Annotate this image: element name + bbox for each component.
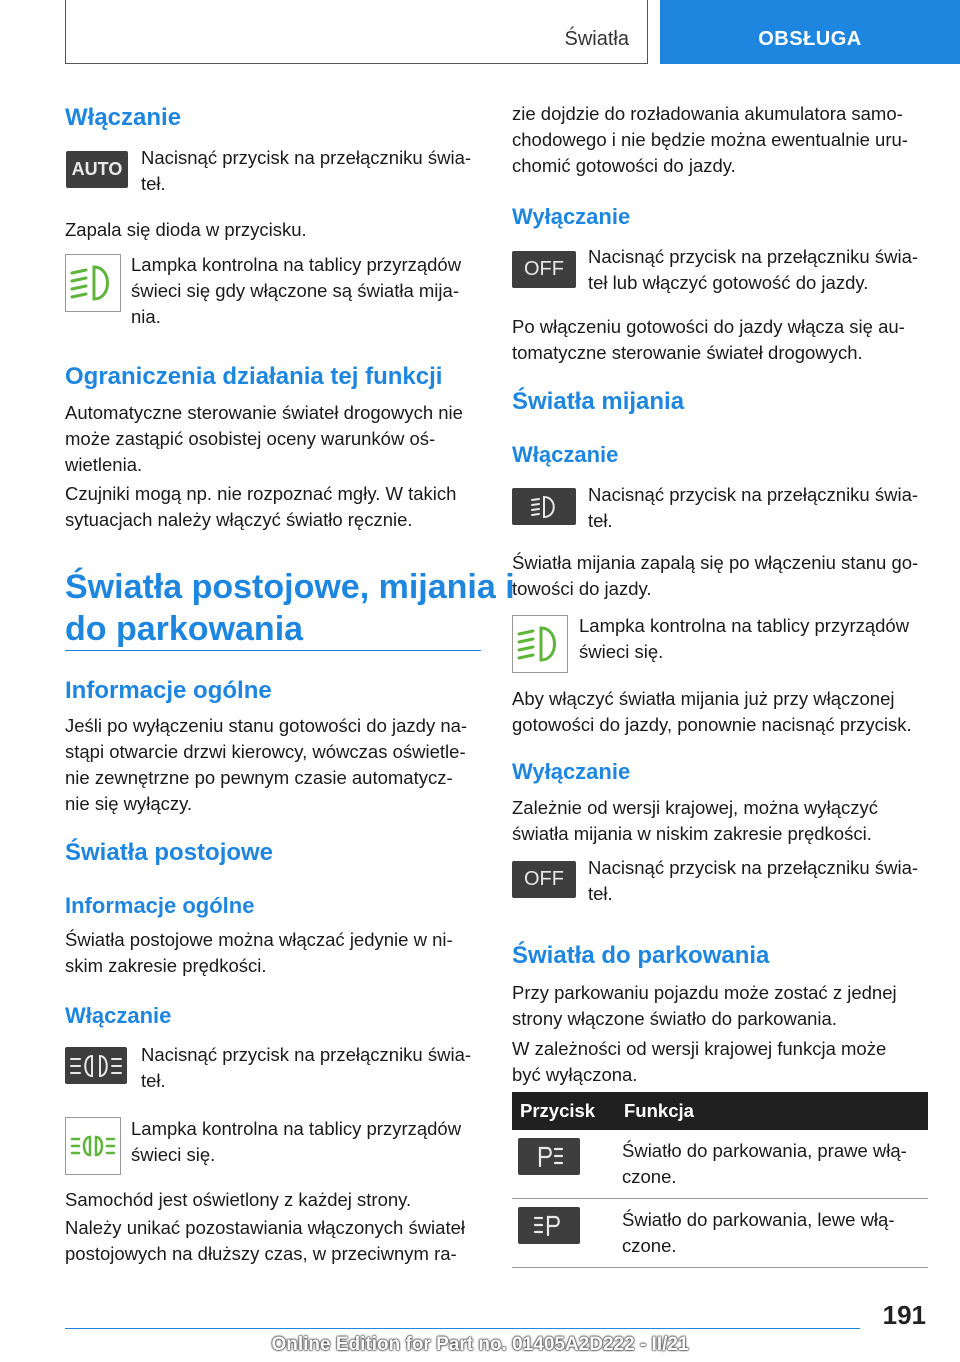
parkowanie-text-1: Przy parkowaniu pojazdu może zostać z jednej strony włączone światło do parkowania. (512, 982, 897, 1029)
section-divider (65, 650, 481, 651)
header-chapter-title: OBSŁUGA (758, 28, 862, 50)
heading-wylaczanie-2: Wyłączanie (512, 759, 631, 784)
off-instruction-2: Nacisnąć przycisk na przełączniku świa- teł. (588, 857, 919, 904)
ograniczenia-text-2: Czujniki mogą np. nie rozpoznać mgły. W takich sytuacjach należy włączyć światło ręcznie. (65, 483, 457, 530)
table-header-przycisk: Przycisk (512, 1092, 616, 1130)
table-cell-function: Światło do parkowania, lewe włą- czone. (616, 1199, 928, 1268)
heading-swiatla-postojowe: Światła postojowe (65, 839, 274, 866)
low-beam-indicator-icon (65, 254, 121, 312)
samochod-text: Samochód jest oświetlony z każdej strony. (65, 1189, 412, 1210)
parking-lights-button-icon (65, 1047, 127, 1084)
table-cell-button (512, 1199, 616, 1268)
header-section-box (65, 0, 648, 64)
postojowe-button-text: Nacisnąć przycisk na przełączniku świa- teł. (141, 1044, 472, 1091)
heading-swiatla-do-parkowania: Światła do parkowania (512, 942, 770, 969)
header-chapter-tab (660, 0, 960, 64)
ograniczenia-text-1: Automatyczne sterowanie świateł drogowych nie może zastąpić osobistej oceny warunków oś- wietlenia. (65, 402, 463, 475)
low-beam-button-icon (512, 488, 576, 525)
footer-divider (65, 1328, 860, 1329)
table-row (512, 1199, 928, 1268)
auto-button-label: AUTO (71, 159, 123, 179)
parkowanie-text-2: W zależności od wersji krajowej funkcja może być wyłączona. (512, 1038, 887, 1085)
main-section-title: Światła postojowe, mijania i do parkowania (65, 568, 515, 648)
auto-instruction: Nacisnąć przycisk na przełączniku świa- teł. (141, 147, 472, 194)
auto-button-icon (66, 151, 128, 188)
mijania-zapala-text: Światła mijania zapalą się po włączeniu stanu go- towości do jazdy. (512, 552, 919, 599)
mijania-lamp-text: Lampka kontrolna na tablicy przyrządów świeci się. (579, 615, 910, 662)
zaleznie-text: Zależnie od wersji krajowej, można wyłączyć światła mijania w niskim zakresie prędkości. (512, 797, 879, 844)
heading-informacje-ogolne: Informacje ogólne (65, 677, 272, 704)
table-row (512, 1130, 928, 1199)
dioda-text: Zapala się dioda w przycisku. (65, 219, 307, 240)
off-button-icon (512, 251, 576, 288)
table-cell-button (512, 1130, 616, 1199)
function-table (512, 1092, 928, 1268)
off-button-label-2: OFF (524, 868, 564, 890)
off-button-icon-2 (512, 861, 576, 898)
footer-edition: Online Edition for Part no. 01405A2D222 - II/21 (271, 1334, 689, 1355)
po-wlaczeniu-text: Po włączeniu gotowości do jazdy włącza się au- tomatyczne sterowanie świateł drogowych. (512, 316, 905, 363)
parking-left-button-icon (518, 1207, 580, 1244)
page-number: 191 (882, 1300, 926, 1330)
postojowe-lamp-text: Lampka kontrolna na tablicy przyrządów świeci się. (131, 1118, 462, 1165)
parking-lights-indicator-icon (65, 1117, 121, 1175)
parking-right-button-icon (518, 1138, 580, 1175)
heading-swiatla-mijania: Światła mijania (512, 388, 685, 415)
informacje-text: Jeśli po wyłączeniu stanu gotowości do jazdy na- stąpi otwarcie drzwi kierowcy, wówczas oświetle- nie zewnętrzne po pewnym czasie automatycz- nie się wyłączy. (65, 715, 468, 814)
heading-wlaczanie: Włączanie (65, 104, 182, 131)
unikac-text: Należy unikać pozostawiania włączonych świateł postojowych na dłuższy czas, w przeciwnym ra- (65, 1217, 465, 1264)
mijania-button-text: Nacisnąć przycisk na przełączniku świa- teł. (588, 484, 919, 531)
heading-wylaczanie-1: Wyłączanie (512, 204, 631, 229)
table-header-funkcja: Funkcja (616, 1092, 928, 1130)
low-beam-indicator-icon-2 (512, 615, 568, 673)
aby-wlaczyc-text: Aby włączyć światła mijania już przy włączonej gotowości do jazdy, ponownie nacisnąć przycisk. (512, 688, 912, 735)
subheading-informacje-ogolne: Informacje ogólne (65, 893, 255, 918)
subheading-wlaczanie: Włączanie (65, 1003, 172, 1028)
continuation-text: zie dojdzie do rozładowania akumulatora samo- chodowego i nie będzie można ewentualnie uru- chomić gotowości do jazdy. (512, 103, 908, 176)
off-button-label: OFF (524, 258, 564, 280)
subheading-wlaczanie-mijania: Włączanie (512, 442, 619, 467)
lampka-text-1: Lampka kontrolna na tablicy przyrządów świeci się gdy włączone są światła mija- nia. (131, 254, 462, 327)
header-section-title: Światła (564, 28, 629, 50)
postojowe-info-text: Światła postojowe można włączać jedynie w ni- skim zakresie prędkości. (65, 929, 453, 976)
heading-ograniczenia: Ograniczenia działania tej funkcji (65, 363, 443, 390)
table-header-row (512, 1092, 928, 1130)
off-instruction-1: Nacisnąć przycisk na przełączniku świa- teł lub włączyć gotowość do jazdy. (588, 246, 919, 293)
table-cell-function: Światło do parkowania, prawe włą- czone. (616, 1130, 928, 1199)
